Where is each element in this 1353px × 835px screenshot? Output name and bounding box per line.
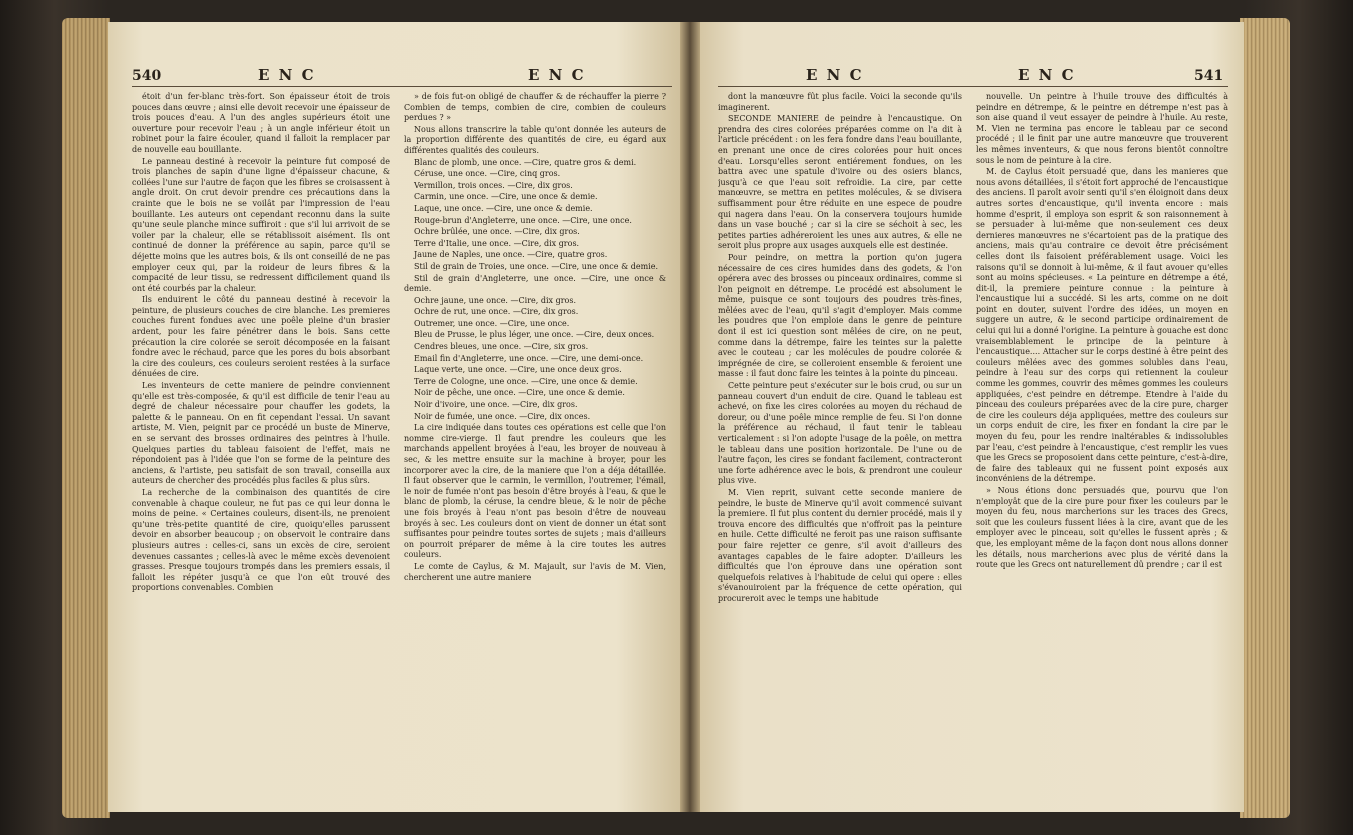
book-edge-right xyxy=(1240,18,1290,818)
paragraph: dont la manœuvre fût plus facile. Voici la seconde qu'ils imaginerent. xyxy=(718,92,962,112)
running-head-left-1: E N C xyxy=(258,66,316,84)
paragraph: Carmin, une once. —Cire, une once & demie. xyxy=(414,192,598,202)
paragraph: Le panneau destiné à recevoir la peinture fut composé de trois planches de sapin d'une ligne d'épaisseur chacune, & collées l'une sur l'autre de façon que les fibres se croisassent à angle droit. On crut devoir prendre ces précautions dans la crainte que le bois ne se voilât par l'impression de l'eau bouillante. Les auteurs ont cependant reconnu dans la suite qu'une seule planche mince suffiroit : que s'il lui arrivoit de se voiler par la chaleur, elle se rétablissoit aisément. Ils ont continué de donner la préférence au sapin, parce qu'il se déjette moins que les autres bois, & ils ont conseillé de ne pas employer ceux qui, par la roideur de leurs fibres & la compacité de leur tissu, se redressent difficilement quand ils ont été courbés par la chaleur. xyxy=(132,156,390,293)
paragraph: » Nous étions donc persuadés que, pourvu que l'on n'employât que de la cire pure pour fixer les couleurs par le moyen du feu, nous marcherions sur les traces des Grecs, soit que les couleurs fussent liées à la cire, avant que de les employer avec le pinceau, soit qu'elles le fussent après ; & que, les employant même de la façon dont nous allons donner les détails, nous marcherions avec plus de vérité dans la route que les Grecs ont naturellement dû prendre ; car il est xyxy=(976,485,1228,570)
paragraph: Stil de grain de Troies, une once. —Cire, une once & demie. xyxy=(414,261,659,271)
right-page xyxy=(688,22,1244,812)
paragraph: Rouge-brun d'Angleterre, une once. —Cire, une once. xyxy=(414,215,632,225)
paragraph: Laque verte, une once. —Cire, une once deux gros. xyxy=(414,365,622,375)
paragraph: Céruse, une once. —Cire, cinq gros. xyxy=(414,169,561,179)
paragraph: La recherche de la combinaison des quantités de cire convenable à chaque couleur, ne fut pas ce qui leur donna le moins de peine. « Certaines couleurs, disent-ils, ne prenoient qu'une très-petite quantité de cire, quoiqu'elles parussent devoir en absorber beaucoup ; on observoit le contraire dans plusieurs autres : celles-ci, sans un excès de cire, seroient devenues cassantes ; celles-là avec le même excès devenoient grasses. Presque toujours trompés dans les premiers essais, il falloit les répéter jusqu'à ce que l'on eût trouvé des proportions convenables. Combien xyxy=(132,487,390,593)
page-number-right: 541 xyxy=(1194,68,1224,84)
paragraph: SECONDE MANIERE de peindre à l'encaustique. On prendra des cires colorées préparées comme on l'a dit à l'article précédent : on les fera fondre dans l'eau bouillante, en prenant une once de cires colorées pour huit onces d'eau. Lorsqu'elles seront entiérement fondues, on les battra avec une spatule d'ivoire ou des osiers blancs, jusqu'à ce que l'eau soit refroidie. La cire, par cette manœuvre, se mettra en petites molécules, & se divisera suffisamment pour être réduite en une espece de poudre qui nagera dans l'eau. On la conservera toujours humide dans un vase bouché ; car si la cire se séchoit à sec, les petites parties adhéreroient les unes aux autres, & elle ne seroit plus propre aux usages auxquels elle est destinée. xyxy=(718,114,962,251)
paragraph: Ochre jaune, une once. —Cire, dix gros. xyxy=(414,295,576,305)
running-head-right-2: E N C xyxy=(1018,66,1076,84)
paragraph: Terre de Cologne, une once. —Cire, une once & demie. xyxy=(414,376,638,386)
paragraph: Terre d'Italie, une once. —Cire, dix gros. xyxy=(414,238,580,248)
header-rule xyxy=(132,86,672,87)
paragraph: Stil de grain d'Angleterre, une once. —Cire, une once & demie. xyxy=(404,273,666,294)
left-page xyxy=(108,22,686,812)
paragraph: Laque, une once. —Cire, une once & demie. xyxy=(414,203,593,213)
paragraph: Email fin d'Angleterre, une once. —Cire, une demi-once. xyxy=(414,353,644,363)
paragraph: nouvelle. Un peintre à l'huile trouve des difficultés à peindre en détrempe, & le peintre en détrempe n'est pas à son aise quand il veut essayer de peindre à l'huile. Au reste, M. Vien ne termina pas encore le tableau par ce second procédé ; il le finit par une autre manœuvre que trouverent les mêmes inventeurs, & que nous ferons bientôt connoître sous le nom de peinture à la cire. xyxy=(976,92,1228,165)
paragraph: Noir de pêche, une once. —Cire, une once & demie. xyxy=(414,388,625,398)
paragraph: Nous allons transcrire la table qu'ont donnée les auteurs de la proportion différente des quantités de cire, eu égard aux différentes qualités des couleurs. xyxy=(404,124,666,155)
paragraph: Outremer, une once. —Cire, une once. xyxy=(414,318,570,328)
paragraph: étoit d'un fer-blanc très-fort. Son épaisseur étoit de trois pouces dans œuvre ; ainsi elle devoit recevoir une épaisseur de trois pouces d'eau. A l'un des angles supérieurs étoit une ouverture pour recevoir l'eau ; à un angle inférieur étoit un robinet pour la faire écouler, quand il falloit la remplacer par de nouvelle eau bouillante. xyxy=(132,92,390,154)
paragraph: » de fois fut-on obligé de chauffer & de réchauffer la pierre ? Combien de temps, combien de cire, combien de couleurs perdues ? » xyxy=(404,92,666,123)
paragraph: Jaune de Naples, une once. —Cire, quatre gros. xyxy=(414,250,608,260)
paragraph: Cette peinture peut s'exécuter sur le bois crud, ou sur un panneau couvert d'un enduit de cire. Quand le tableau est achevé, on fixe les cires colorées au moyen du réchaud de doreur, ou d'une poêle mince remplie de feu. Si l'on donne la préférence au réchaud, il faut tenir le tableau verticalement : si l'on adopte l'usage de la poêle, on mettra le tableau dans une position horizontale. De l'une ou de l'autre façon, les cires se fondant facilement, contracteront une forte adhérence avec le bois, & prendront une couleur plus vive. xyxy=(718,381,962,486)
paragraph: Ochre brûlée, une once. —Cire, dix gros. xyxy=(414,227,580,237)
paragraph: Les inventeurs de cette maniere de peindre conviennent qu'elle est très-composée, & qu'il est difficile de tenir l'eau au degré de chaleur nécessaire pour chauffer les godets, la palette & le panneau. On en fit cependant l'essai. Un savant artiste, M. Vien, peignit par ce procédé un buste de Minerve, en se servant des brosses ordinaires des peintres à l'huile. Quelques parties du tableau faisoient de l'effet, mais ne répondoient pas à l'idée que l'on se forme de la peinture des anciens, & l'artiste, peu satisfait de son travail, conseilla aux auteurs de chercher des procédés plus faciles & plus sûrs. xyxy=(132,381,390,486)
text-column-right-2 xyxy=(976,92,1228,804)
paragraph: Ochre de rut, une once. —Cire, dix gros. xyxy=(414,307,579,317)
paragraph: La cire indiquée dans toutes ces opérations est celle que l'on nomme cire-vierge. Il faut prendre les couleurs que les marchands appellent broyées à l'eau, les broyer de nouveau à sec, & les mettre ensuite sur la machine à broyer, pour les incorporer avec la cire, de la maniere que l'on a déja détaillée. Il faut observer que le carmin, le vermillon, l'outremer, l'émail, le noir de fumée n'ont pas besoin d'être broyés à l'eau, & que le blanc de plomb, la céruse, la cendre bleue, & le noir de pêche une fois broyés à l'eau n'ont pas besoin d'être de nouveau broyés à sec. Les couleurs dont on vient de donner un état sont suffisantes pour peindre toutes sortes de sujets ; mais d'ailleurs on pourroit préparer de même à la cire toutes les autres couleurs. xyxy=(404,423,666,560)
header-rule xyxy=(718,86,1228,87)
text-column-right-1 xyxy=(718,92,962,804)
paragraph: Ils enduirent le côté du panneau destiné à recevoir la peinture, de plusieurs couches de cire blanche. Les premieres couches furent fondues avec une poêle pleine d'un brasier ardent, pour les faire pénétrer dans le bois. Sans cette précaution la cire colorée se seroit décomposée en la faisant fondre avec le réchaud, parce que les pores du bois absorbant la cire des couleurs, ces couleurs seroient restées à la surface dénuées de cire. xyxy=(132,295,390,379)
paragraph: Pour peindre, on mettra la portion qu'on jugera nécessaire de ces cires humides dans des godets, & l'on opérera avec des brosses ou pinceaux ordinaires, comme si l'on peignoit en détrempe. Le procédé est absolument le même, puisque ce sont toujours des poudres très-fines, mêlées avec de l'eau, qu'il s'agit d'employer. Mais comme les poudres que l'on emploie dans le genre de peinture dont il est ici question sont mêlées de cire, on ne peut, comme dans la détrempe, faire les teintes sur la palette avec le couteau ; car les molécules de poudre colorée & imprégnée de cire, se colleroient ensemble & feroient une masse : il faut donc faire les teintes à la pointe du pinceau. xyxy=(718,252,962,379)
book-edge-left xyxy=(62,18,110,818)
paragraph: Blanc de plomb, une once. —Cire, quatre gros & demi. xyxy=(414,157,637,167)
running-head-right-1: E N C xyxy=(806,66,864,84)
text-column-left-2 xyxy=(404,92,666,804)
paragraph: Bleu de Prusse, le plus léger, une once. —Cire, deux onces. xyxy=(414,330,655,340)
running-head-left-2: E N C xyxy=(528,66,586,84)
book-gutter xyxy=(680,22,700,812)
paragraph: Cendres bleues, une once. —Cire, six gros. xyxy=(414,342,589,352)
paragraph: Noir de fumée, une once. —Cire, dix onces. xyxy=(414,411,591,421)
paragraph: Vermillon, trois onces. —Cire, dix gros. xyxy=(414,180,573,190)
paragraph: M. Vien reprit, suivant cette seconde maniere de peindre, le buste de Minerve qu'il avoit commencé suivant la premiere. Il fut plus content du dernier procédé, mais il y trouva encore des difficultés que n'offroit pas la peinture en huile. Cette difficulté ne feroit pas une raison suffisante pour faire rejetter ce genre, s'il avoit d'ailleurs des avantages capables de le faire adopter. D'ailleurs les difficultés que l'on éprouve dans une opération sont quelquefois relatives à l'habitude de celui qui opere : elles s'évanouiroient par la fréquence de cette opération, qui procureroit avec le temps une habitude xyxy=(718,487,962,603)
text-column-left-1 xyxy=(132,92,390,804)
paragraph: M. de Caylus étoit persuadé que, dans les manieres que nous avons détaillées, il s'étoit fort approché de l'encaustique des anciens. Il paroît avoir senti qu'il s'en éloignoit dans deux autres sortes d'encaustique, qu'il inventa encore : mais homme d'esprit, il employa son esprit & son raisonnement à se persuader à lui-même que non-seulement ces deux dernieres manœuvres ne s'écartoient pas de la pratique des anciens, mais qu'au contraire ce devoit être précisément celles dont ils faisoient préférablement usage. Voici les raisons qu'il se donnoit à lui-même, & il faut avouer qu'elles sont au moins spécieuses. « La peinture en détrempe a été, dit-il, la premiere peinture connue : la peinture à l'encaustique lui a succédé. Si les arts, comme on ne doit point en douter, suivent l'ordre des idées, un moyen en suggere un autre, & le second participe ordinairement de celui qui lui a donné l'origine. La peinture à gouache est donc vraisemblablement le principe de la peinture à l'encaustique.... Attacher sur le corps destiné à être peint des couleurs mêlées avec des gommes solubles dans l'eau, peindre à l'eau sur des corps qui retiennent la couleur comme les gommes, couvrir des mêmes gommes les couleurs appliquées, c'est peindre en détrempe. Etendre à l'aide du pinceau des couleurs préparées avec de la cire pure, charger de cire les couleurs déja appliquées, mettre des couleurs sur un corps enduit de cire, les fixer en fondant la cire par le moyen du feu, pour les rendre inaltérables & indissolubles par l'eau, c'est peindre à l'encaustique, c'est remplir les vues que les Grecs se proposoient dans cette peinture, c'est-à-dire, de faire des tableaux qui ne fussent point exposés aux inconvéniens de la détrempe. xyxy=(976,167,1228,484)
page-number-left: 540 xyxy=(132,68,162,84)
paragraph: Le comte de Caylus, & M. Majault, sur l'avis de M. Vien, chercherent une autre maniere xyxy=(404,561,666,582)
paragraph: Noir d'ivoire, une once. —Cire, dix gros. xyxy=(414,400,578,410)
